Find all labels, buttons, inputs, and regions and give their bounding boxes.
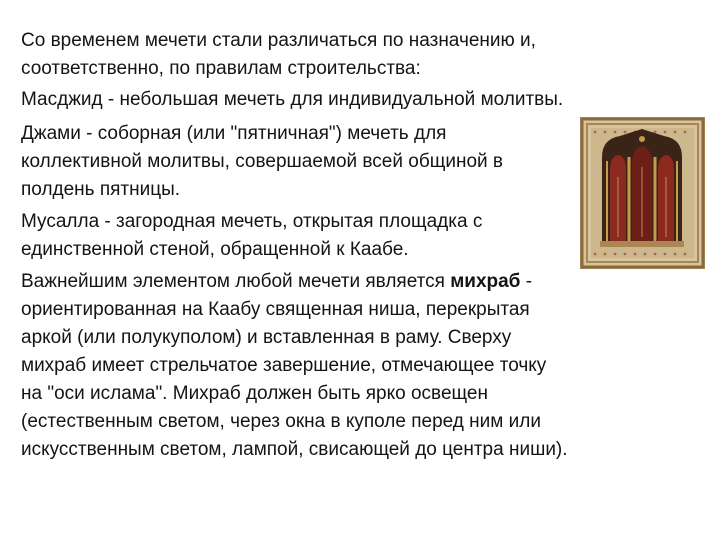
text-line: Масджид - небольшая мечеть для индивидуальной молитвы.: [21, 89, 564, 110]
text-line: михраб имеет стрельчатое завершение, отмечающее точку: [21, 355, 547, 376]
paragraph-musalla: [21, 208, 482, 264]
text-segment: -: [520, 271, 533, 292]
prayer-rug-graphic: [580, 117, 705, 269]
text-line: искусственным светом, лампой, свисающей до центра ниши).: [21, 439, 568, 460]
text-line: Со временем мечети стали различаться по назначению и,: [21, 30, 536, 51]
paragraph-jami: [21, 120, 503, 204]
paragraph-masjid: [21, 86, 563, 114]
text-line: Мусалла - загородная мечеть, открытая площадка с: [21, 211, 483, 232]
text-line: соответственно, по правилам строительства:: [21, 58, 421, 79]
paragraph-mihrab: [21, 268, 568, 464]
text-line: (естественным светом, через окна в куполе перед ним или: [21, 411, 541, 432]
text-line: на "оси ислама". Михраб должен быть ярко освещен: [21, 383, 488, 404]
text-segment: Важнейшим элементом любой мечети является: [21, 271, 451, 292]
text-line: полдень пятницы.: [21, 179, 181, 200]
text-line: коллективной молитвы, совершаемой всей общиной в: [21, 151, 503, 172]
prayer-rug-mihrab-image: [580, 117, 705, 269]
term-mihrab: михраб: [450, 271, 521, 292]
paragraph-intro: [21, 27, 536, 83]
text-line: ориентированная на Каабу священная ниша, перекрытая: [21, 299, 530, 320]
text-line: [21, 268, 568, 296]
text-line: единственной стеной, обращенной к Каабе.: [21, 239, 409, 260]
text-line: Джами - соборная (или "пятничная") мечеть для: [21, 123, 447, 144]
text-line: аркой (или полукуполом) и вставленная в раму. Сверху: [21, 327, 512, 348]
